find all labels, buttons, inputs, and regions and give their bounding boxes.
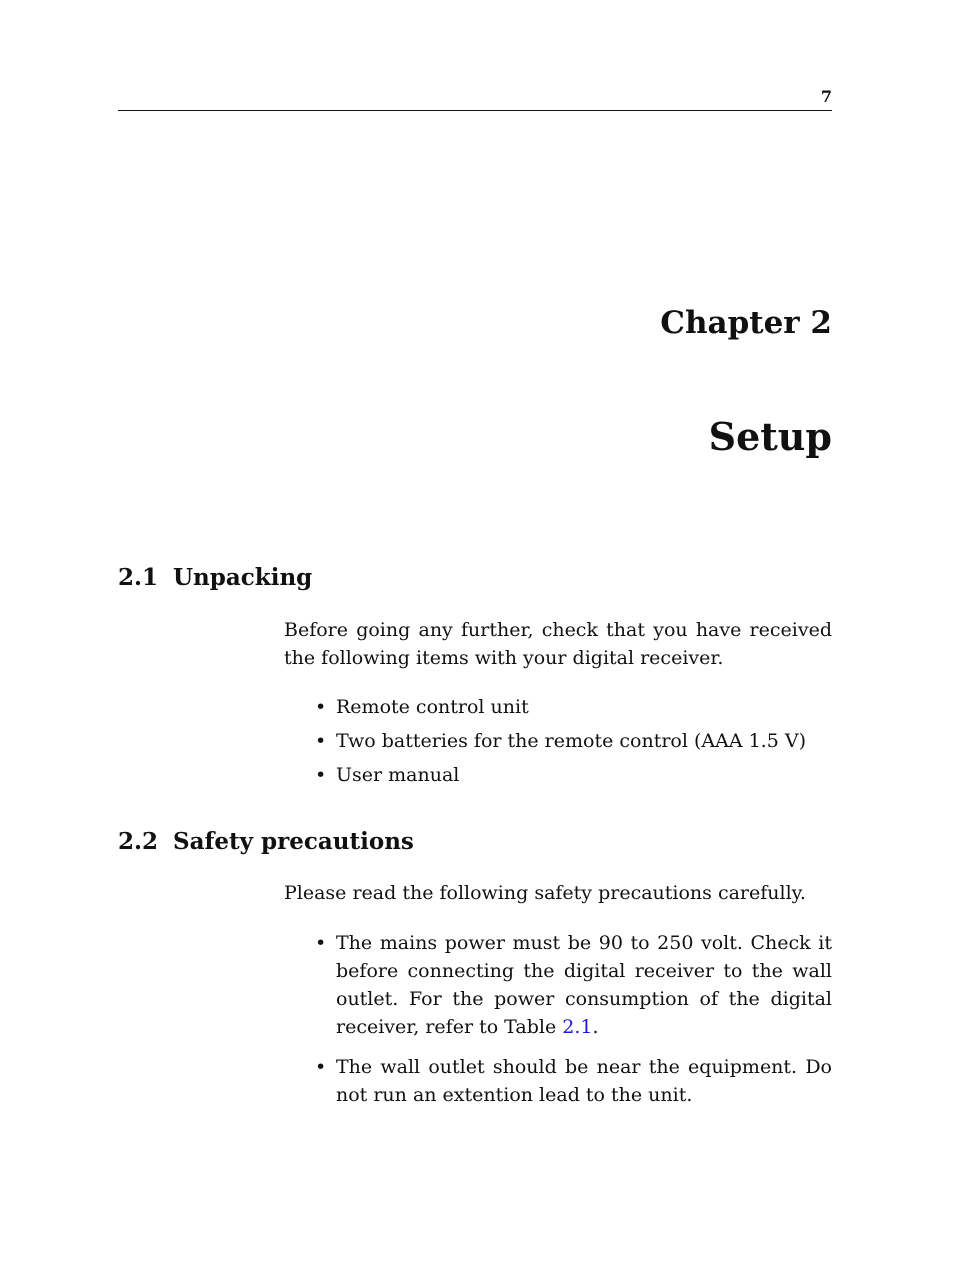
list-item: • User manual [284, 761, 832, 789]
section-heading-safety [118, 828, 414, 855]
list-item: • Two batteries for the remote control (AAA 1.5 V) [284, 727, 832, 755]
section-title: Safety precautions [173, 828, 414, 855]
unpacking-intro: Before going any further, check that you have received the following items with your digital receiver. [284, 619, 832, 669]
section-title: Unpacking [173, 564, 313, 591]
chapter-label: Chapter 2 [660, 305, 832, 341]
list-item: • The wall outlet should be near the equipment. Do not run an extention lead to the unit. [284, 1053, 832, 1109]
list-item-text-end: . [592, 1016, 599, 1038]
safety-item-list [284, 929, 832, 1109]
unpacking-item-list [284, 693, 832, 789]
list-item-text: The mains power must be 90 to 250 volt. Check it before connecting the digital receiver to the wall outlet. For the power consumption of the digital receiver, refer to Table [336, 932, 832, 1038]
safety-intro: Please read the following safety precautions carefully. [284, 882, 806, 904]
table-reference-link[interactable]: 2.1 [562, 1016, 593, 1038]
chapter-title: Setup [708, 414, 832, 459]
section-number: 2.2 [118, 828, 159, 855]
list-item [284, 929, 832, 1041]
page-number: 7 [820, 87, 832, 106]
running-header [118, 86, 832, 111]
section-number: 2.1 [118, 564, 159, 591]
section-heading-unpacking [118, 564, 312, 591]
list-item: • Remote control unit [284, 693, 832, 721]
